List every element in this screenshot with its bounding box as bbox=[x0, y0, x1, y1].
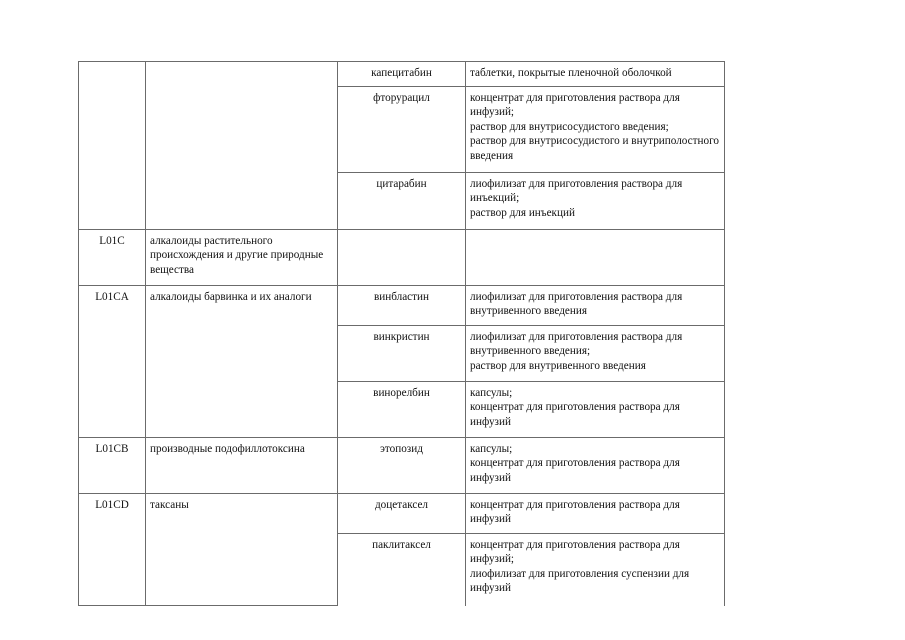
dosage-form-line: лиофилизат для приготовления раствора для внутривенного введения; bbox=[470, 331, 683, 358]
group-name-cell bbox=[146, 62, 338, 230]
dosage-form-line: лиофилизат для приготовления раствора для внутривенного введения bbox=[470, 291, 683, 318]
atc-code-cell: L01C bbox=[79, 230, 146, 286]
table-row bbox=[79, 286, 725, 326]
dosage-form-cell bbox=[466, 326, 725, 382]
dosage-form-cell bbox=[466, 230, 725, 286]
drug-name-cell bbox=[338, 230, 466, 286]
dosage-form-line: раствор для внутрисосудистого введения; bbox=[470, 120, 669, 133]
atc-code-cell: L01CA bbox=[79, 286, 146, 438]
dosage-form-line: раствор для инъекций bbox=[470, 206, 575, 219]
drug-name-cell: капецитабин bbox=[338, 62, 466, 87]
dosage-form-cell bbox=[466, 286, 725, 326]
dosage-form-cell bbox=[466, 534, 725, 606]
dosage-form-cell bbox=[466, 494, 725, 534]
group-name-cell: алкалоиды барвинка и их аналоги bbox=[146, 286, 338, 438]
dosage-form-line: таблетки, покрытые пленочной оболочкой bbox=[470, 67, 672, 79]
dosage-form-line: концентрат для приготовления раствора для инфузий bbox=[470, 401, 680, 428]
dosage-form-line: капсулы; bbox=[470, 387, 513, 399]
atc-code-cell: L01CD bbox=[79, 494, 146, 606]
dosage-form-cell bbox=[466, 438, 725, 494]
dosage-form-line: концентрат для приготовления раствора для инфузий bbox=[470, 499, 680, 526]
dosage-form-cell bbox=[466, 382, 725, 438]
drug-name-cell: винкристин bbox=[338, 326, 466, 382]
dosage-form-line: концентрат для приготовления раствора для инфузий; bbox=[470, 92, 680, 119]
dosage-form-cell bbox=[466, 62, 725, 87]
atc-code-cell bbox=[79, 62, 146, 230]
drug-table bbox=[78, 61, 725, 606]
dosage-form-line: концентрат для приготовления раствора для инфузий bbox=[470, 457, 680, 484]
dosage-form-cell bbox=[466, 173, 725, 230]
drug-name-cell: винорелбин bbox=[338, 382, 466, 438]
dosage-form-line: лиофилизат для приготовления раствора для инъекций; bbox=[470, 178, 683, 205]
group-name-cell: таксаны bbox=[146, 494, 338, 606]
drug-name-cell: паклитаксел bbox=[338, 534, 466, 606]
table-row bbox=[79, 494, 725, 534]
dosage-form-line: раствор для внутривенного введения bbox=[470, 359, 646, 372]
dosage-form-line: концентрат для приготовления раствора для инфузий; bbox=[470, 539, 680, 566]
dosage-form-cell bbox=[466, 87, 725, 173]
table-row bbox=[79, 438, 725, 494]
dosage-form-line: капсулы; bbox=[470, 443, 513, 455]
group-name-cell: производные подофиллотоксина bbox=[146, 438, 338, 494]
drug-name-cell: этопозид bbox=[338, 438, 466, 494]
drug-name-cell: винбластин bbox=[338, 286, 466, 326]
dosage-form-line: раствор для внутрисосудистого и внутриполостного введения bbox=[470, 135, 719, 162]
table-row bbox=[79, 230, 725, 286]
table-row bbox=[79, 62, 725, 87]
drug-name-cell: фторурацил bbox=[338, 87, 466, 173]
group-name-cell: алкалоиды растительного происхождения и другие природные вещества bbox=[146, 230, 338, 286]
atc-code-cell: L01CB bbox=[79, 438, 146, 494]
drug-name-cell: цитарабин bbox=[338, 173, 466, 230]
dosage-form-line: лиофилизат для приготовления суспензии для инфузий bbox=[470, 567, 690, 595]
drug-name-cell: доцетаксел bbox=[338, 494, 466, 534]
